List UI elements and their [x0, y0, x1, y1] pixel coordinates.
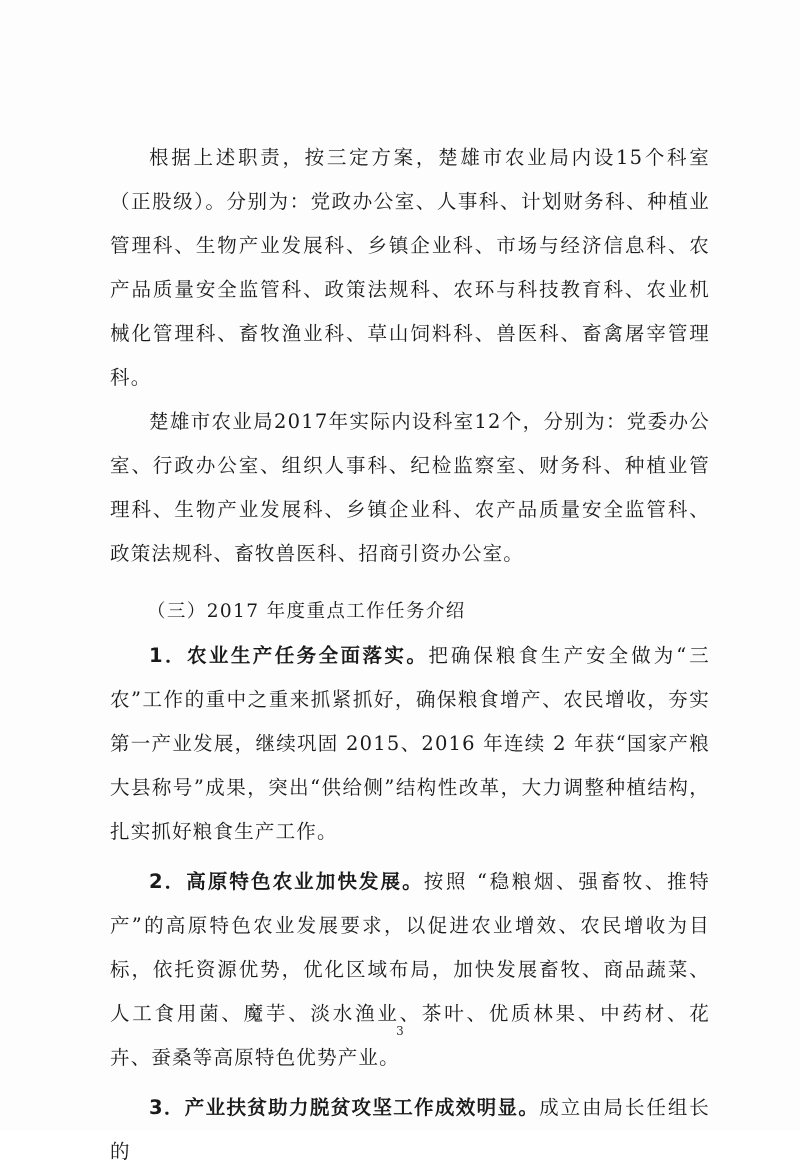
- paragraph-actual-offices: 楚雄市农业局2017年实际内设科室12个，分别为：党委办公室、行政办公室、组织人事科、纪检监察室、财务科、种植业管理科、生物产业发展科、乡镇企业科、农产品质量安全监管科、政策法规科、畜牧兽医科、招商引资办公室。: [110, 410, 710, 565]
- page-number: 3: [396, 1024, 404, 1038]
- document-body: [110, 136, 710, 1174]
- task-item-2-lead: 2．高原特色农业加快发展。: [149, 870, 424, 893]
- task-item-1: [110, 634, 710, 854]
- task-item-3-lead: 3．产业扶贫助力脱贫攻坚工作成效明显。: [149, 1096, 540, 1119]
- section-heading: （三）2017 年度重点工作任务介绍: [147, 601, 466, 622]
- task-item-1-lead: 1．农业生产任务全面落实。: [149, 644, 429, 667]
- task-item-3: [110, 1086, 710, 1174]
- task-item-1-body: 把确保粮食生产安全做为“三农”工作的重中之重来抓紧抓好，确保粮食增产、农民增收，夯实第一产业发展，继续巩固 2015、2016 年连续 2 年获“国家产粮大县称号”成果，突出“供给侧”结构性改革，大力调整种植结构，扎实抓好粮食生产工作。: [110, 644, 710, 843]
- task-item-3-body: 成立由局长任组长的: [110, 1096, 711, 1163]
- task-item-2-body: 按照 “稳粮烟、强畜牧、推特产”的高原特色农业发展要求，以促进农业增效、农民增收为目标，依托资源优势，优化区域布局，加快发展畜牧、商品蔬菜、人工食用菌、魔芋、淡水渔业、茶叶、优质林果、中药材、花卉、蚕桑等高原特色优势产业。: [110, 870, 710, 1069]
- paragraph-office-structure: 根据上述职责，按三定方案，楚雄市农业局内设15个科室（正股级）。分别为：党政办公室、人事科、计划财务科、种植业管理科、生物产业发展科、乡镇企业科、市场与经济信息科、农产品质量安全监管科、政策法规科、农环与科技教育科、农业机械化管理科、畜牧渔业科、草山饲料科、兽医科、畜禽屠宰管理科。: [110, 146, 710, 389]
- task-item-2: [110, 860, 710, 1080]
